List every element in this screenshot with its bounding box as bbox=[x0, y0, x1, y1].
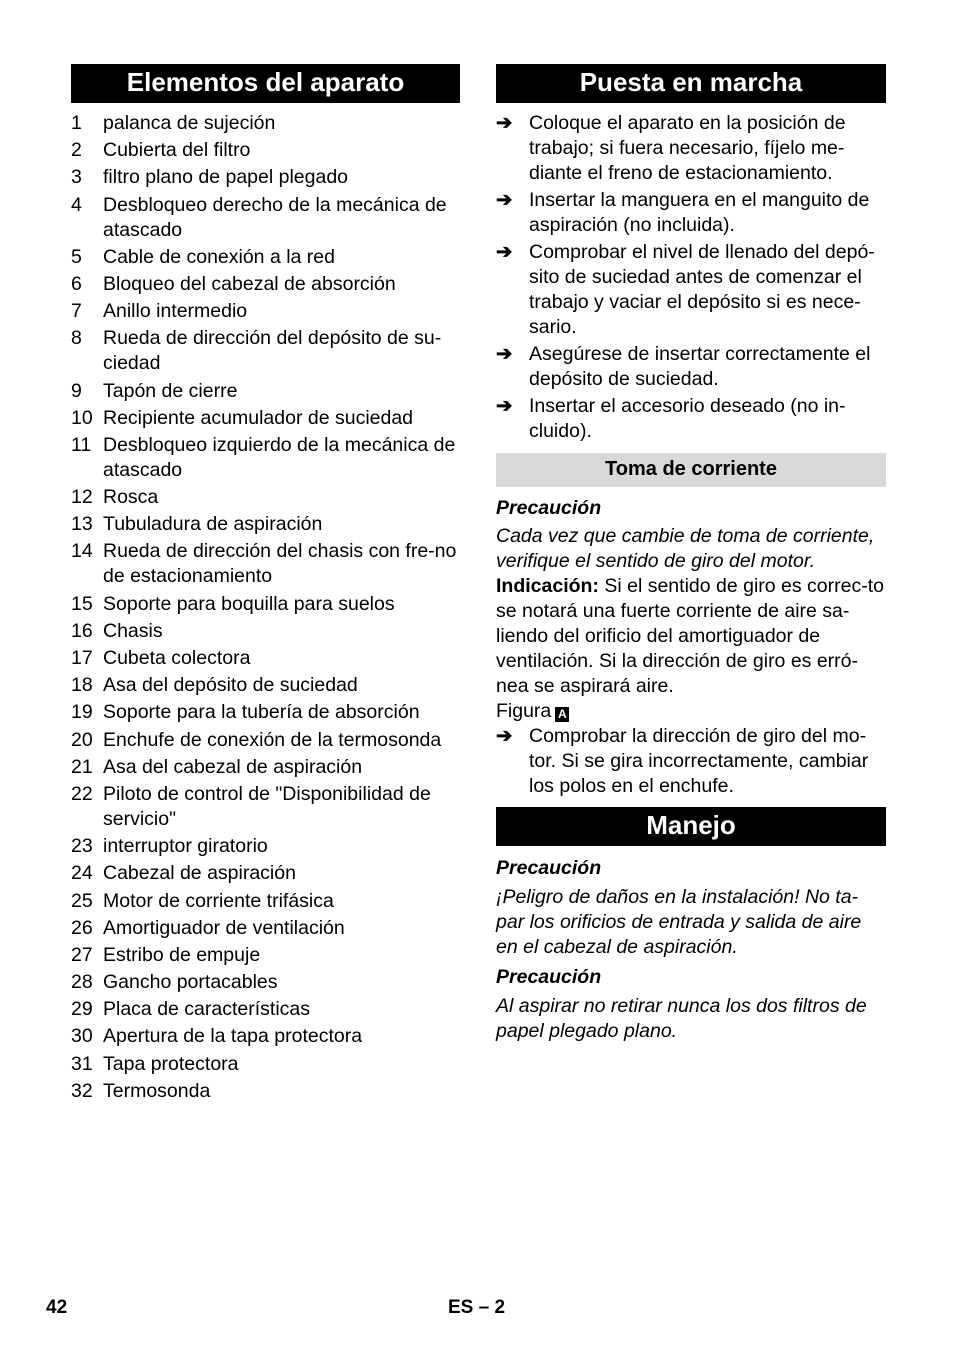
list-item bbox=[71, 861, 460, 886]
step-text: Comprobar la dirección de giro del mo-tor. Si se gira incorrectamente, cambiar los polos en el enchufe. bbox=[529, 725, 869, 797]
list-item bbox=[71, 245, 460, 270]
list-item bbox=[71, 165, 460, 190]
note-label: Indicación: bbox=[496, 575, 599, 597]
list-item bbox=[71, 782, 460, 832]
caution-text: ¡Peligro de daños en la instalación! No ta-par los orificios de entrada y salida de aire en el cabezal de aspiración. bbox=[496, 886, 862, 958]
list-item bbox=[71, 299, 460, 324]
item-number: 20 bbox=[71, 728, 93, 751]
item-text: Cable de conexión a la red bbox=[103, 245, 335, 268]
list-item bbox=[71, 619, 460, 644]
step-item bbox=[496, 342, 886, 392]
section-heading-manejo: Manejo bbox=[496, 807, 886, 846]
list-item bbox=[71, 1024, 460, 1049]
note-paragraph bbox=[496, 574, 886, 699]
item-text: Chasis bbox=[103, 619, 163, 642]
item-text: Bloqueo del cabezal de absorción bbox=[103, 272, 396, 295]
item-number: 16 bbox=[71, 619, 93, 642]
item-number: 3 bbox=[71, 166, 82, 189]
arrow-icon: ➔ bbox=[496, 189, 513, 211]
list-item bbox=[71, 379, 460, 404]
list-item bbox=[71, 997, 460, 1022]
item-text: Rueda de dirección del chasis con fre-no de estacionamiento bbox=[103, 540, 457, 588]
item-text: Anillo intermedio bbox=[103, 300, 248, 323]
item-text: filtro plano de papel plegado bbox=[103, 166, 349, 189]
startup-steps bbox=[496, 111, 886, 444]
step-text: Insertar la manguera en el manguito de aspiración (no incluida). bbox=[529, 189, 870, 236]
arrow-icon: ➔ bbox=[496, 241, 513, 263]
item-text: palanca de sujeción bbox=[103, 112, 276, 134]
item-number: 8 bbox=[71, 327, 82, 350]
item-text: Desbloqueo izquierdo de la mecánica de atascado bbox=[103, 433, 456, 481]
section-heading-elementos: Elementos del aparato bbox=[71, 64, 460, 103]
item-number: 18 bbox=[71, 674, 93, 697]
list-item bbox=[71, 834, 460, 859]
right-column bbox=[496, 64, 886, 1044]
item-text: interruptor giratorio bbox=[103, 835, 268, 858]
item-text: Rueda de dirección del depósito de su-ciedad bbox=[103, 327, 442, 375]
list-item bbox=[71, 1052, 460, 1077]
list-item bbox=[71, 970, 460, 995]
item-text: Motor de corriente trifásica bbox=[103, 889, 334, 912]
figure-reference bbox=[496, 699, 886, 724]
figure-a-icon: A bbox=[555, 707, 569, 722]
list-item bbox=[71, 193, 460, 243]
language-page-label: ES – 2 bbox=[448, 1297, 506, 1318]
item-number: 25 bbox=[71, 889, 93, 912]
item-number: 30 bbox=[71, 1025, 93, 1048]
step-text: Asegúrese de insertar correctamente el depósito de suciedad. bbox=[529, 343, 871, 390]
list-item bbox=[71, 406, 460, 431]
arrow-icon: ➔ bbox=[496, 395, 513, 417]
item-number: 6 bbox=[71, 272, 82, 295]
item-text: Asa del cabezal de aspiración bbox=[103, 755, 363, 778]
item-number: 15 bbox=[71, 592, 93, 615]
item-text: Gancho portacables bbox=[103, 971, 278, 994]
caution-label: Precaución bbox=[496, 497, 602, 519]
item-text: Soporte para la tubería de absorción bbox=[103, 701, 420, 724]
item-text: Cubierta del filtro bbox=[103, 139, 251, 162]
step-item bbox=[496, 111, 886, 186]
list-item bbox=[71, 646, 460, 671]
page-number: 42 bbox=[46, 1297, 68, 1318]
item-number: 26 bbox=[71, 916, 93, 939]
list-item bbox=[71, 728, 460, 753]
item-text: Tapa protectora bbox=[103, 1052, 239, 1075]
item-number: 2 bbox=[71, 139, 82, 162]
item-number: 12 bbox=[71, 486, 93, 509]
section-heading-puesta: Puesta en marcha bbox=[496, 64, 886, 103]
item-text: Termosonda bbox=[103, 1079, 211, 1102]
item-number: 23 bbox=[71, 835, 93, 858]
step-text: Insertar el accesorio deseado (no in-cluido). bbox=[529, 395, 846, 442]
item-number: 5 bbox=[71, 245, 82, 268]
item-number: 21 bbox=[71, 755, 93, 778]
item-number: 27 bbox=[71, 943, 93, 966]
list-item bbox=[71, 1079, 460, 1104]
arrow-icon: ➔ bbox=[496, 112, 513, 134]
item-number: 24 bbox=[71, 862, 93, 885]
item-number: 32 bbox=[71, 1079, 93, 1102]
item-number: 29 bbox=[71, 998, 93, 1021]
item-text: Cabezal de aspiración bbox=[103, 862, 296, 885]
arrow-icon: ➔ bbox=[496, 343, 513, 365]
list-item bbox=[71, 326, 460, 376]
item-number: 4 bbox=[71, 193, 82, 216]
item-number: 22 bbox=[71, 782, 93, 805]
item-text: Enchufe de conexión de la termosonda bbox=[103, 728, 442, 751]
item-number: 28 bbox=[71, 971, 93, 994]
list-item bbox=[71, 943, 460, 968]
item-text: Rosca bbox=[103, 486, 159, 509]
list-item bbox=[71, 138, 460, 163]
item-text: Estribo de empuje bbox=[103, 943, 261, 966]
step-text: Coloque el aparato en la posición de trabajo; si fuera necesario, fíjelo me-diante el freno de estacionamiento. bbox=[529, 112, 846, 184]
caution-label: Precaución bbox=[496, 966, 602, 988]
rotation-steps bbox=[496, 724, 886, 799]
caution-text: Al aspirar no retirar nunca los dos filtros de papel plegado plano. bbox=[496, 995, 867, 1042]
figure-label: Figura bbox=[496, 700, 552, 722]
caution-label: Precaución bbox=[496, 857, 602, 879]
item-text: Soporte para boquilla para suelos bbox=[103, 592, 395, 615]
step-item bbox=[496, 240, 886, 340]
list-item bbox=[71, 673, 460, 698]
item-number: 14 bbox=[71, 540, 93, 563]
item-number: 1 bbox=[71, 112, 82, 134]
step-text: Comprobar el nivel de llenado del depó-sito de suciedad antes de comenzar el trabajo y vaciar el depósito si es nece-sario. bbox=[529, 241, 875, 338]
step-item bbox=[496, 394, 886, 444]
item-text: Amortiguador de ventilación bbox=[103, 916, 345, 939]
item-text: Recipiente acumulador de suciedad bbox=[103, 406, 414, 429]
item-number: 17 bbox=[71, 647, 93, 669]
list-item bbox=[71, 539, 460, 589]
item-number: 10 bbox=[71, 406, 93, 429]
item-number: 31 bbox=[71, 1052, 93, 1075]
list-item bbox=[71, 700, 460, 725]
item-text: Tubuladura de aspiración bbox=[103, 513, 323, 536]
item-number: 13 bbox=[71, 513, 93, 536]
item-text: Apertura de la tapa protectora bbox=[103, 1025, 363, 1048]
arrow-icon: ➔ bbox=[496, 725, 513, 747]
step-item bbox=[496, 724, 886, 799]
item-text: Desbloqueo derecho de la mecánica de atascado bbox=[103, 193, 447, 241]
list-item bbox=[71, 272, 460, 297]
item-text: Asa del depósito de suciedad bbox=[103, 674, 358, 697]
item-text: Placa de características bbox=[103, 998, 311, 1021]
note-text: Si el sentido de giro es correc-to se notará una fuerte corriente de aire sa-liendo del orificio del amortiguador de ventilación. Si la dirección de giro es erró-nea se aspirará aire. bbox=[496, 575, 884, 697]
item-number: 9 bbox=[71, 379, 82, 402]
list-item bbox=[71, 755, 460, 780]
item-text: Tapón de cierre bbox=[103, 379, 238, 402]
list-item bbox=[71, 485, 460, 510]
left-column bbox=[71, 64, 460, 1106]
list-item bbox=[71, 512, 460, 537]
item-text: Cubeta colectora bbox=[103, 647, 251, 669]
item-text: Piloto de control de "Disponibilidad de servicio" bbox=[103, 782, 431, 830]
parts-list bbox=[71, 111, 460, 1104]
item-number: 19 bbox=[71, 701, 93, 724]
item-number: 11 bbox=[71, 433, 92, 456]
list-item bbox=[71, 592, 460, 617]
subheading-toma: Toma de corriente bbox=[496, 453, 886, 487]
list-item bbox=[71, 433, 460, 483]
list-item bbox=[71, 916, 460, 941]
caution-text: Cada vez que cambie de toma de corriente, verifique el sentido de giro del motor. bbox=[496, 525, 875, 572]
list-item bbox=[71, 889, 460, 914]
item-number: 7 bbox=[71, 300, 82, 323]
step-item bbox=[496, 188, 886, 238]
list-item bbox=[71, 111, 460, 136]
